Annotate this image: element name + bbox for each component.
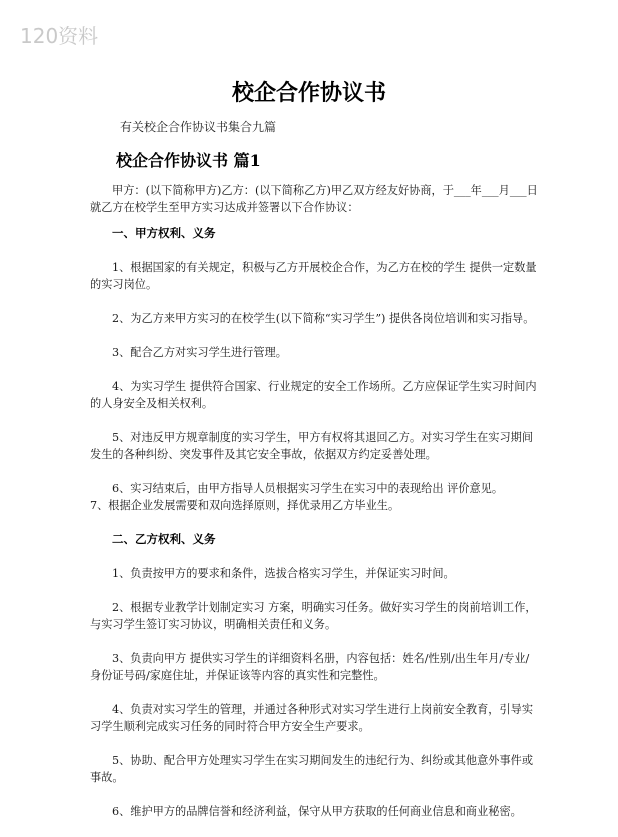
party-b-item-3: 3、负责向甲方 提供实习学生的详细资料名册，内容包括：姓名/性别/出生年月/专业/身份证号码/家庭住址，并保证该等内容的真实性和完整性。: [90, 652, 530, 682]
party-a-item-6: 6、实习结束后，由甲方指导人员根据实习学生在实习中的表现给出 评价意见。: [112, 482, 504, 495]
document-body: [90, 182, 540, 837]
page-title: 校企合作协议书: [231, 80, 386, 106]
party-a-item-7: 7、根据企业发展需要和双向选择原则，择优录用乙方毕业生。: [90, 499, 400, 512]
party-a-item-5: 5、对违反甲方规章制度的实习学生，甲方有权将其退回乙方。对实习学生在实习期间发生的各种纠纷、突发事件及其它安全事故，依据双方约定妥善处理。: [90, 431, 534, 461]
document-subtitle: 有关校企合作协议书集合九篇: [120, 120, 277, 134]
party-b-item-5: 5、协助、配合甲方处理实习学生在实习期间发生的违纪行为、纠纷或其他意外事件或事故。: [90, 754, 534, 784]
watermark-logo: 120资料: [20, 24, 99, 48]
party-a-item-4: 4、为实习学生 提供符合国家、行业规定的安全工作场所。乙方应保证学生实习时间内的人身安全及相关权利。: [90, 380, 537, 410]
party-a-item-2: 2、为乙方来甲方实习的在校学生(以下简称“实习学生”) 提供各岗位培训和实习指导。: [112, 312, 535, 325]
party-a-heading: 一、甲方权利、义务: [112, 226, 216, 240]
section-heading: 校企合作协议书 篇1: [116, 151, 261, 170]
party-a-item-1: 1、根据国家的有关规定，积极与乙方开展校企合作，为乙方在校的学生 提供一定数量的实习岗位。: [90, 261, 537, 291]
party-b-heading: 二、乙方权利、义务: [112, 532, 216, 546]
party-b-item-2: 2、根据专业教学计划制定实习 方案，明确实习任务。做好实习学生的岗前培训工作，与实习学生签订实习协议，明确相关责任和义务。: [90, 601, 537, 631]
intro-paragraph: 甲方：(以下简称甲方)乙方：(以下简称乙方)甲乙双方经友好协商，于___年___月___日就乙方在校学生至甲方实习达成并签署以下合作协议：: [90, 184, 538, 214]
party-b-item-6: 6、维护甲方的品牌信誉和经济利益，保守从甲方获取的任何商业信息和商业秘密。: [112, 805, 522, 818]
party-a-item-3: 3、配合乙方对实习学生进行管理。: [112, 346, 287, 359]
party-b-item-1: 1、负责按甲方的要求和条件，选拔合格实习学生，并保证实习时间。: [112, 567, 455, 580]
party-b-item-4: 4、负责对实习学生的管理，并通过各种形式对实习学生进行上岗前安全教育，引导实习学生顺利完成实习任务的同时符合甲方安全生产要求。: [90, 703, 534, 733]
